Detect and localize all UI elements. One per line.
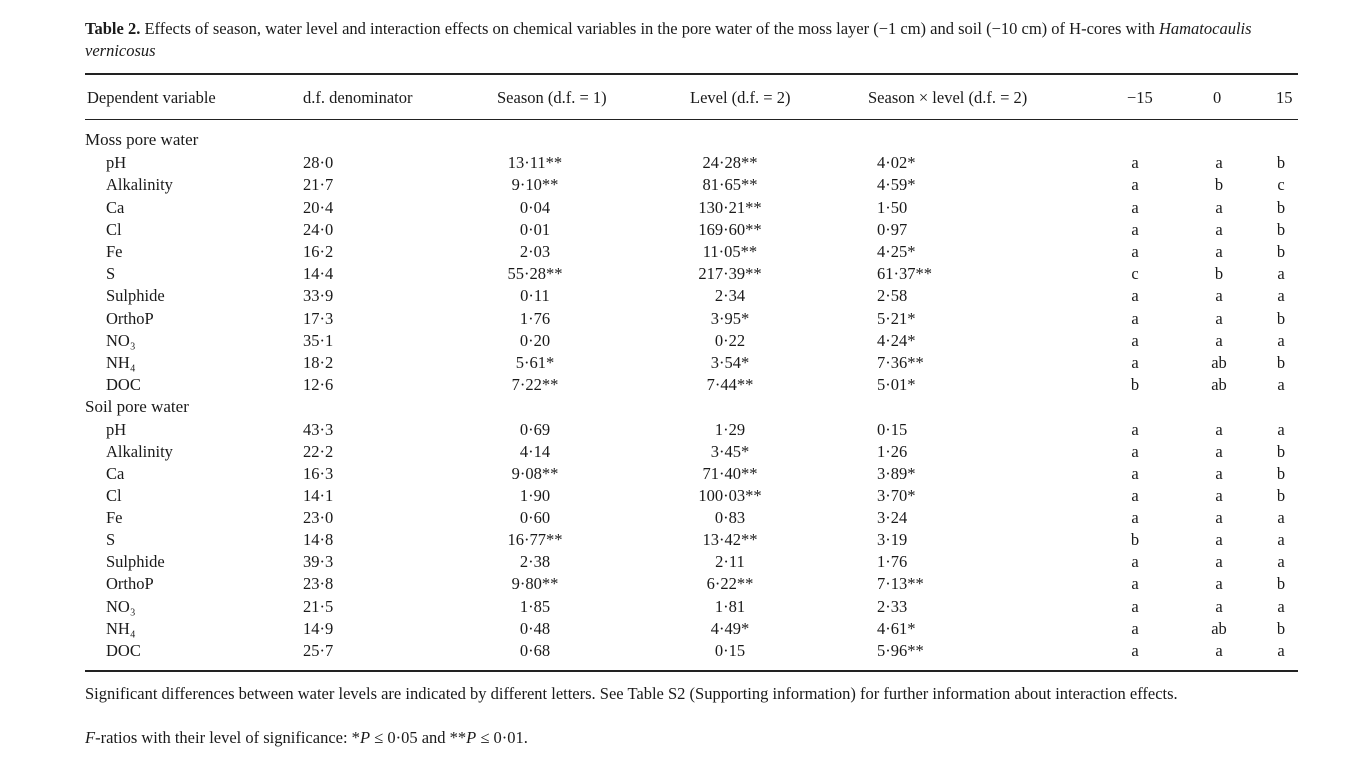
header-df: d.f. denominator xyxy=(303,88,413,107)
footnote-letters: Significant differences between water levels are indicated by different letters. See Table S2 (Supporting information) for further information about interaction effects. xyxy=(85,684,1178,703)
cell-letter-15: a xyxy=(1277,597,1285,616)
cell-letter-minus15: b xyxy=(1130,530,1140,549)
cell-letter-minus15: a xyxy=(1131,153,1139,172)
cell-level: 2·11 xyxy=(715,552,745,571)
cell-variable: Alkalinity xyxy=(106,175,173,194)
header-interaction: Season × level (d.f. = 2) xyxy=(868,88,1028,107)
cell-level: 100·03** xyxy=(698,486,762,505)
footnote-text-b: ≤ 0·05 and ** xyxy=(370,728,467,747)
cell-interaction: 1·26 xyxy=(877,442,908,461)
cell-df: 33·9 xyxy=(303,286,334,305)
cell-df: 16·3 xyxy=(303,464,334,483)
cell-level: 81·65** xyxy=(702,175,758,194)
cell-letter-minus15: a xyxy=(1131,198,1139,217)
cell-season: 5·61* xyxy=(515,353,555,372)
cell-interaction: 0·97 xyxy=(877,220,908,239)
cell-df: 23·8 xyxy=(303,574,334,593)
cell-season: 0·68 xyxy=(519,641,551,660)
cell-letter-15: c xyxy=(1277,175,1285,194)
cell-letter-0: ab xyxy=(1211,353,1227,372)
cell-variable: Ca xyxy=(106,198,125,217)
caption-text: Effects of season, water level and interaction effects on chemical variables in the pore water of the moss layer (−1 cm) and soil (−10 cm) of H-cores with xyxy=(140,19,1159,38)
table-row xyxy=(0,198,1371,220)
cell-season: 13·11** xyxy=(507,153,563,172)
cell-interaction: 5·21* xyxy=(877,309,916,328)
cell-letter-15: b xyxy=(1276,198,1286,217)
cell-df: 25·7 xyxy=(303,641,334,660)
table-row xyxy=(0,552,1371,574)
cell-letter-0: b xyxy=(1214,175,1224,194)
cell-letter-minus15: a xyxy=(1131,597,1139,616)
table-row xyxy=(0,486,1371,508)
cell-interaction: 1·76 xyxy=(877,552,908,571)
cell-variable: DOC xyxy=(106,375,141,394)
footnote-text-c: ≤ 0·01. xyxy=(476,728,528,747)
cell-level: 13·42** xyxy=(702,530,758,549)
cell-variable: S xyxy=(106,530,116,549)
table-row xyxy=(0,530,1371,552)
cell-interaction: 1·50 xyxy=(877,198,908,217)
cell-letter-minus15: c xyxy=(1131,264,1139,283)
cell-letter-minus15: a xyxy=(1131,331,1139,350)
table-row xyxy=(0,353,1371,375)
footnote-p1: P xyxy=(359,728,371,747)
cell-season: 0·69 xyxy=(519,420,551,439)
cell-level: 217·39** xyxy=(698,264,762,283)
cell-df: 43·3 xyxy=(303,420,334,439)
cell-variable: DOC xyxy=(106,641,141,660)
cell-letter-15: a xyxy=(1277,641,1285,660)
cell-letter-minus15: a xyxy=(1131,641,1139,660)
cell-letter-0: ab xyxy=(1211,619,1227,638)
caption-species: Hamatocaulis vernicosus xyxy=(85,19,1252,60)
cell-season: 1·85 xyxy=(519,597,551,616)
section-title-soil: Soil pore water xyxy=(85,397,189,416)
cell-level: 71·40** xyxy=(702,464,758,483)
cell-level: 2·34 xyxy=(714,286,746,305)
cell-interaction: 4·59* xyxy=(877,175,916,194)
cell-df: 12·6 xyxy=(303,375,334,394)
cell-season: 9·08** xyxy=(511,464,559,483)
cell-letter-minus15: a xyxy=(1131,220,1139,239)
cell-season: 7·22** xyxy=(511,375,559,394)
table-row xyxy=(0,220,1371,242)
cell-season: 9·10** xyxy=(511,175,559,194)
cell-interaction: 4·02* xyxy=(877,153,916,172)
cell-variable: Alkalinity xyxy=(106,442,173,461)
cell-letter-minus15: a xyxy=(1131,353,1139,372)
cell-level: 1·29 xyxy=(714,420,746,439)
table-row xyxy=(0,309,1371,331)
cell-interaction: 3·70* xyxy=(877,486,916,505)
table-row xyxy=(0,464,1371,486)
table-row xyxy=(0,286,1371,308)
cell-letter-minus15: a xyxy=(1131,552,1139,571)
cell-variable: pH xyxy=(106,153,127,172)
top-rule xyxy=(85,73,1298,75)
cell-interaction: 3·24 xyxy=(877,508,908,527)
cell-letter-0: a xyxy=(1215,486,1223,505)
cell-letter-minus15: a xyxy=(1131,508,1139,527)
cell-variable: OrthoP xyxy=(106,309,154,328)
footnote-significance xyxy=(85,727,1300,748)
cell-variable: OrthoP xyxy=(106,574,154,593)
table-row xyxy=(0,619,1371,641)
footnote-p2: P xyxy=(466,728,477,747)
cell-letter-minus15: a xyxy=(1131,442,1139,461)
cell-letter-15: a xyxy=(1277,552,1285,571)
cell-interaction: 7·36** xyxy=(877,353,924,372)
cell-df: 21·7 xyxy=(303,175,334,194)
cell-variable: S xyxy=(106,264,116,283)
footnote-f: F xyxy=(85,728,96,747)
cell-season: 0·01 xyxy=(519,220,551,239)
section-title-moss: Moss pore water xyxy=(85,130,199,149)
cell-interaction: 7·13** xyxy=(877,574,924,593)
cell-interaction: 61·37** xyxy=(877,264,932,283)
cell-interaction: 5·96** xyxy=(877,641,924,660)
table-caption xyxy=(85,18,1300,62)
cell-letter-15: a xyxy=(1277,264,1285,283)
cell-letter-0: a xyxy=(1215,286,1223,305)
cell-letter-minus15: a xyxy=(1131,175,1139,194)
cell-interaction: 2·58 xyxy=(877,286,908,305)
header-rule xyxy=(85,119,1298,120)
cell-season: 0·60 xyxy=(519,508,551,527)
cell-letter-15: a xyxy=(1277,530,1285,549)
cell-df: 23·0 xyxy=(303,508,334,527)
cell-df: 21·5 xyxy=(303,597,334,616)
table-row xyxy=(0,153,1371,175)
cell-df: 16·2 xyxy=(303,242,334,261)
cell-level: 1·81 xyxy=(714,597,746,616)
cell-letter-15: a xyxy=(1277,331,1285,350)
cell-letter-0: a xyxy=(1215,574,1223,593)
cell-season: 0·20 xyxy=(519,331,551,350)
cell-interaction: 3·19 xyxy=(877,530,908,549)
cell-letter-15: b xyxy=(1276,574,1286,593)
header-level-15: 15 xyxy=(1276,88,1293,107)
cell-letter-minus15: a xyxy=(1131,464,1139,483)
cell-df: 39·3 xyxy=(303,552,334,571)
cell-letter-15: b xyxy=(1276,153,1286,172)
cell-variable: Sulphide xyxy=(106,286,165,305)
cell-letter-minus15: a xyxy=(1131,309,1139,328)
cell-letter-0: a xyxy=(1215,508,1223,527)
cell-level: 3·54* xyxy=(710,353,750,372)
header-level: Level (d.f. = 2) xyxy=(690,88,791,107)
table-row xyxy=(0,574,1371,596)
cell-variable: Sulphide xyxy=(106,552,165,571)
cell-letter-15: b xyxy=(1276,309,1286,328)
cell-level: 6·22** xyxy=(706,574,754,593)
cell-letter-0: a xyxy=(1215,220,1223,239)
cell-letter-15: b xyxy=(1276,619,1286,638)
table-row xyxy=(0,641,1371,663)
cell-level: 4·49* xyxy=(710,619,750,638)
cell-letter-0: a xyxy=(1215,464,1223,483)
cell-df: 17·3 xyxy=(303,309,334,328)
header-dependent: Dependent variable xyxy=(87,88,216,107)
cell-df: 14·8 xyxy=(303,530,334,549)
cell-season: 1·76 xyxy=(519,309,551,328)
cell-season: 4·14 xyxy=(519,442,551,461)
cell-letter-15: a xyxy=(1277,508,1285,527)
cell-season: 2·03 xyxy=(519,242,551,261)
table-row xyxy=(0,175,1371,197)
table-row xyxy=(0,242,1371,264)
table-row xyxy=(0,442,1371,464)
cell-letter-15: b xyxy=(1276,353,1286,372)
cell-df: 14·9 xyxy=(303,619,334,638)
header-season: Season (d.f. = 1) xyxy=(497,88,607,107)
cell-letter-minus15: b xyxy=(1130,375,1140,394)
cell-df: 18·2 xyxy=(303,353,334,372)
cell-variable: NO₃ xyxy=(106,331,136,350)
cell-interaction: 0·15 xyxy=(877,420,908,439)
cell-letter-minus15: a xyxy=(1131,619,1139,638)
cell-letter-0: a xyxy=(1215,420,1223,439)
cell-level: 130·21** xyxy=(698,198,762,217)
cell-season: 0·48 xyxy=(519,619,551,638)
cell-letter-15: a xyxy=(1277,286,1285,305)
cell-interaction: 4·24* xyxy=(877,331,916,350)
cell-level: 0·83 xyxy=(714,508,746,527)
cell-df: 24·0 xyxy=(303,220,334,239)
cell-season: 16·77** xyxy=(507,530,563,549)
cell-season: 0·11 xyxy=(520,286,550,305)
cell-interaction: 3·89* xyxy=(877,464,916,483)
cell-df: 14·4 xyxy=(303,264,334,283)
cell-df: 20·4 xyxy=(303,198,334,217)
cell-letter-0: b xyxy=(1214,264,1224,283)
cell-interaction: 4·25* xyxy=(877,242,916,261)
cell-level: 0·15 xyxy=(714,641,746,660)
cell-df: 22·2 xyxy=(303,442,334,461)
footnote-text-a: -ratios with their level of significance: * xyxy=(95,728,360,747)
cell-level: 7·44** xyxy=(706,375,754,394)
table-row xyxy=(0,597,1371,619)
cell-letter-15: b xyxy=(1276,242,1286,261)
table-row xyxy=(0,264,1371,286)
table-row xyxy=(0,375,1371,397)
table-row xyxy=(0,420,1371,442)
header-level-minus15: −15 xyxy=(1127,88,1153,107)
cell-variable: NH₄ xyxy=(106,619,136,638)
cell-df: 35·1 xyxy=(303,331,334,350)
cell-variable: Fe xyxy=(106,508,123,527)
cell-letter-0: a xyxy=(1215,242,1223,261)
cell-letter-15: b xyxy=(1276,486,1286,505)
cell-letter-15: b xyxy=(1276,442,1286,461)
caption-label: Table 2. xyxy=(85,19,141,38)
cell-letter-0: a xyxy=(1215,442,1223,461)
cell-letter-0: a xyxy=(1215,309,1223,328)
cell-letter-15: a xyxy=(1277,375,1285,394)
cell-variable: Ca xyxy=(106,464,125,483)
cell-variable: Cl xyxy=(106,220,122,239)
cell-letter-0: a xyxy=(1215,641,1223,660)
cell-season: 1·90 xyxy=(519,486,551,505)
cell-level: 3·45* xyxy=(710,442,750,461)
cell-interaction: 4·61* xyxy=(877,619,916,638)
cell-interaction: 2·33 xyxy=(877,597,908,616)
cell-level: 11·05** xyxy=(702,242,758,261)
table-row xyxy=(0,331,1371,353)
cell-letter-0: a xyxy=(1215,153,1223,172)
cell-letter-minus15: a xyxy=(1131,242,1139,261)
cell-letter-15: b xyxy=(1276,220,1286,239)
cell-df: 14·1 xyxy=(303,486,334,505)
cell-level: 3·95* xyxy=(710,309,750,328)
cell-letter-0: a xyxy=(1215,198,1223,217)
cell-season: 2·38 xyxy=(519,552,551,571)
cell-letter-0: ab xyxy=(1211,375,1227,394)
cell-df: 28·0 xyxy=(303,153,334,172)
bottom-rule xyxy=(85,670,1298,672)
cell-letter-minus15: a xyxy=(1131,286,1139,305)
cell-letter-minus15: a xyxy=(1131,486,1139,505)
cell-variable: NO₃ xyxy=(106,597,136,616)
cell-letter-15: a xyxy=(1277,420,1285,439)
cell-letter-0: a xyxy=(1215,530,1223,549)
cell-variable: pH xyxy=(106,420,127,439)
cell-letter-0: a xyxy=(1215,552,1223,571)
cell-letter-minus15: a xyxy=(1131,574,1139,593)
cell-interaction: 5·01* xyxy=(877,375,916,394)
cell-letter-minus15: a xyxy=(1131,420,1139,439)
table-row xyxy=(0,508,1371,530)
header-level-0: 0 xyxy=(1213,88,1222,107)
cell-variable: Fe xyxy=(106,242,123,261)
cell-letter-0: a xyxy=(1215,331,1223,350)
cell-level: 169·60** xyxy=(698,220,762,239)
cell-level: 0·22 xyxy=(714,331,746,350)
cell-season: 0·04 xyxy=(519,198,551,217)
cell-level: 24·28** xyxy=(702,153,758,172)
cell-season: 55·28** xyxy=(507,264,563,283)
cell-variable: NH₄ xyxy=(106,353,136,372)
cell-variable: Cl xyxy=(106,486,122,505)
cell-letter-0: a xyxy=(1215,597,1223,616)
cell-season: 9·80** xyxy=(511,574,559,593)
cell-letter-15: b xyxy=(1276,464,1286,483)
